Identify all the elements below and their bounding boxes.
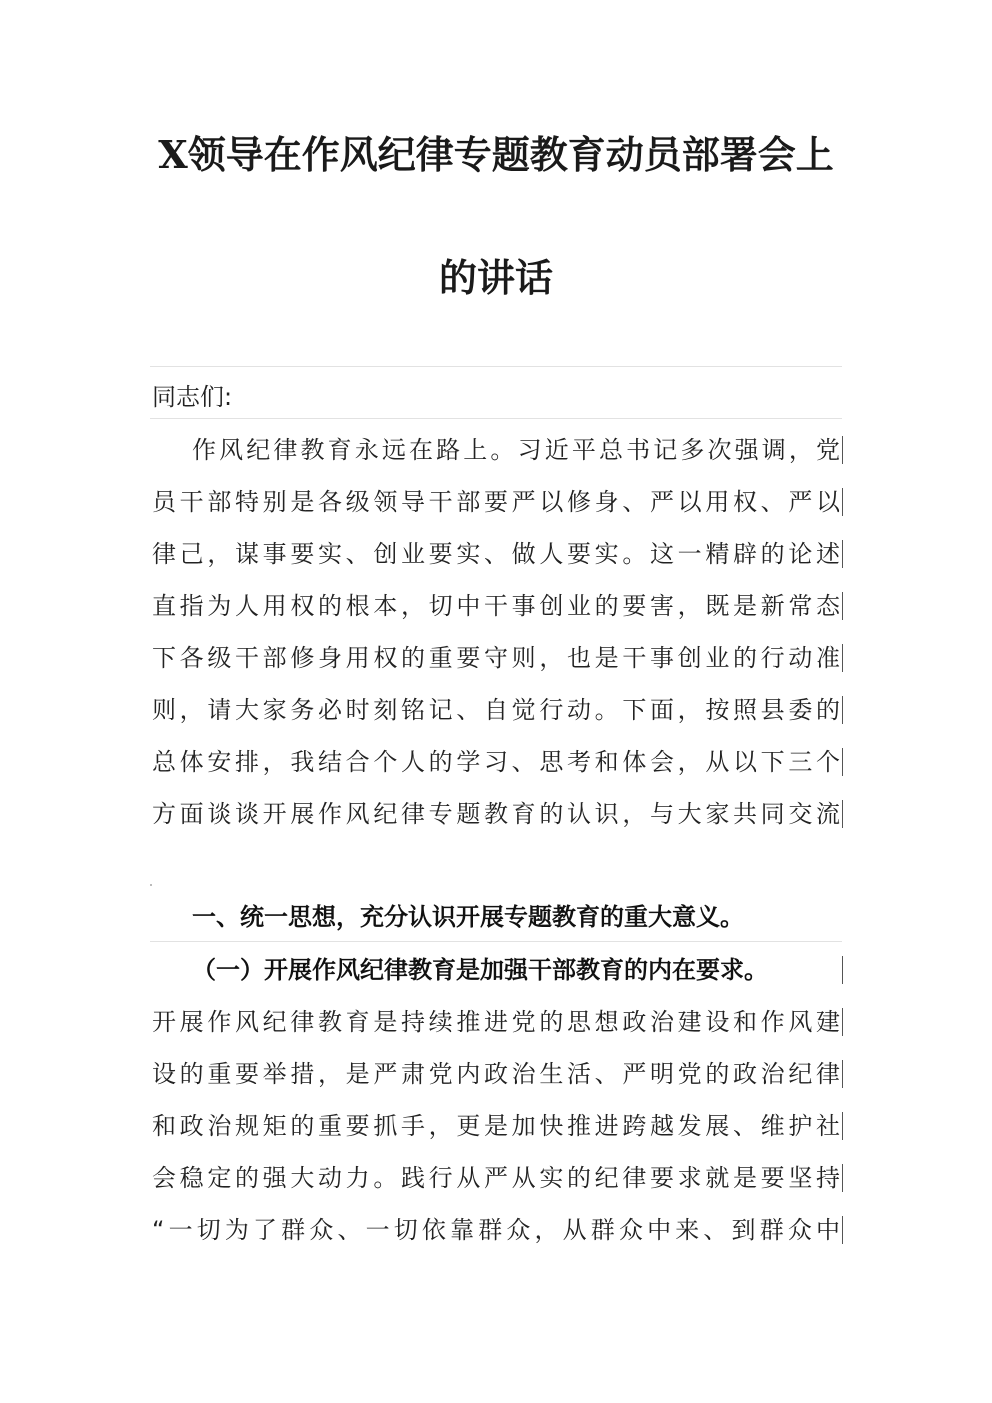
body-line: “一切为了群众、一切依靠群众，从群众中来、到群众中 [152, 1216, 840, 1244]
section-heading: 一、统一思想，充分认识开展专题教育的重大意义。 [192, 903, 744, 931]
margin-change-bar [842, 540, 843, 568]
subsection-heading: （一）开展作风纪律教育是加强干部教育的内在要求。 [192, 956, 768, 984]
margin-change-bar [842, 1164, 843, 1192]
margin-change-bar [842, 696, 843, 724]
document-title-line-2: 的讲话 [438, 255, 553, 300]
margin-change-bar [842, 1112, 843, 1140]
intro-line: 作风纪律教育永远在路上。习近平总书记多次强调，党 [192, 436, 840, 464]
intro-line: 律己，谋事要实、创业要实、做人要实。这一精辟的论述 [152, 540, 840, 568]
intro-line: 总体安排，我结合个人的学习、思考和体会，从以下三个 [152, 748, 840, 776]
intro-line: 直指为人用权的根本，切中干事创业的要害，既是新常态 [152, 592, 840, 620]
document-title-line-1: X领导在作风纪律专题教育动员部署会上 [158, 132, 834, 177]
intro-line: 方面谈谈开展作风纪律专题教育的认识，与大家共同交流 [152, 800, 840, 828]
body-line: 设的重要举措，是严肃党内政治生活、严明党的政治纪律 [152, 1060, 840, 1088]
divider-rule [150, 941, 842, 942]
margin-change-bar [842, 1008, 843, 1036]
margin-change-bar [842, 956, 843, 984]
margin-change-bar [842, 1216, 843, 1244]
divider-rule [150, 418, 842, 419]
paragraph-marker [150, 884, 152, 886]
margin-change-bar [842, 644, 843, 672]
margin-change-bar [842, 748, 843, 776]
body-line: 开展作风纪律教育是持续推进党的思想政治建设和作风建 [152, 1008, 840, 1036]
intro-line: 员干部特别是各级领导干部要严以修身、严以用权、严以 [152, 488, 840, 516]
greeting: 同志们: [152, 383, 233, 411]
body-line: 会稳定的强大动力。践行从严从实的纪律要求就是要坚持 [152, 1164, 840, 1192]
intro-line: 则，请大家务必时刻铭记、自觉行动。下面，按照县委的 [152, 696, 840, 724]
margin-change-bar [842, 592, 843, 620]
margin-change-bar [842, 800, 843, 828]
margin-change-bar [842, 436, 843, 464]
body-line: 和政治规矩的重要抓手，更是加快推进跨越发展、维护社 [152, 1112, 840, 1140]
intro-line: 下各级干部修身用权的重要守则，也是干事创业的行动准 [152, 644, 840, 672]
margin-change-bar [842, 1060, 843, 1088]
margin-change-bar [842, 488, 843, 516]
divider-rule [150, 366, 842, 367]
